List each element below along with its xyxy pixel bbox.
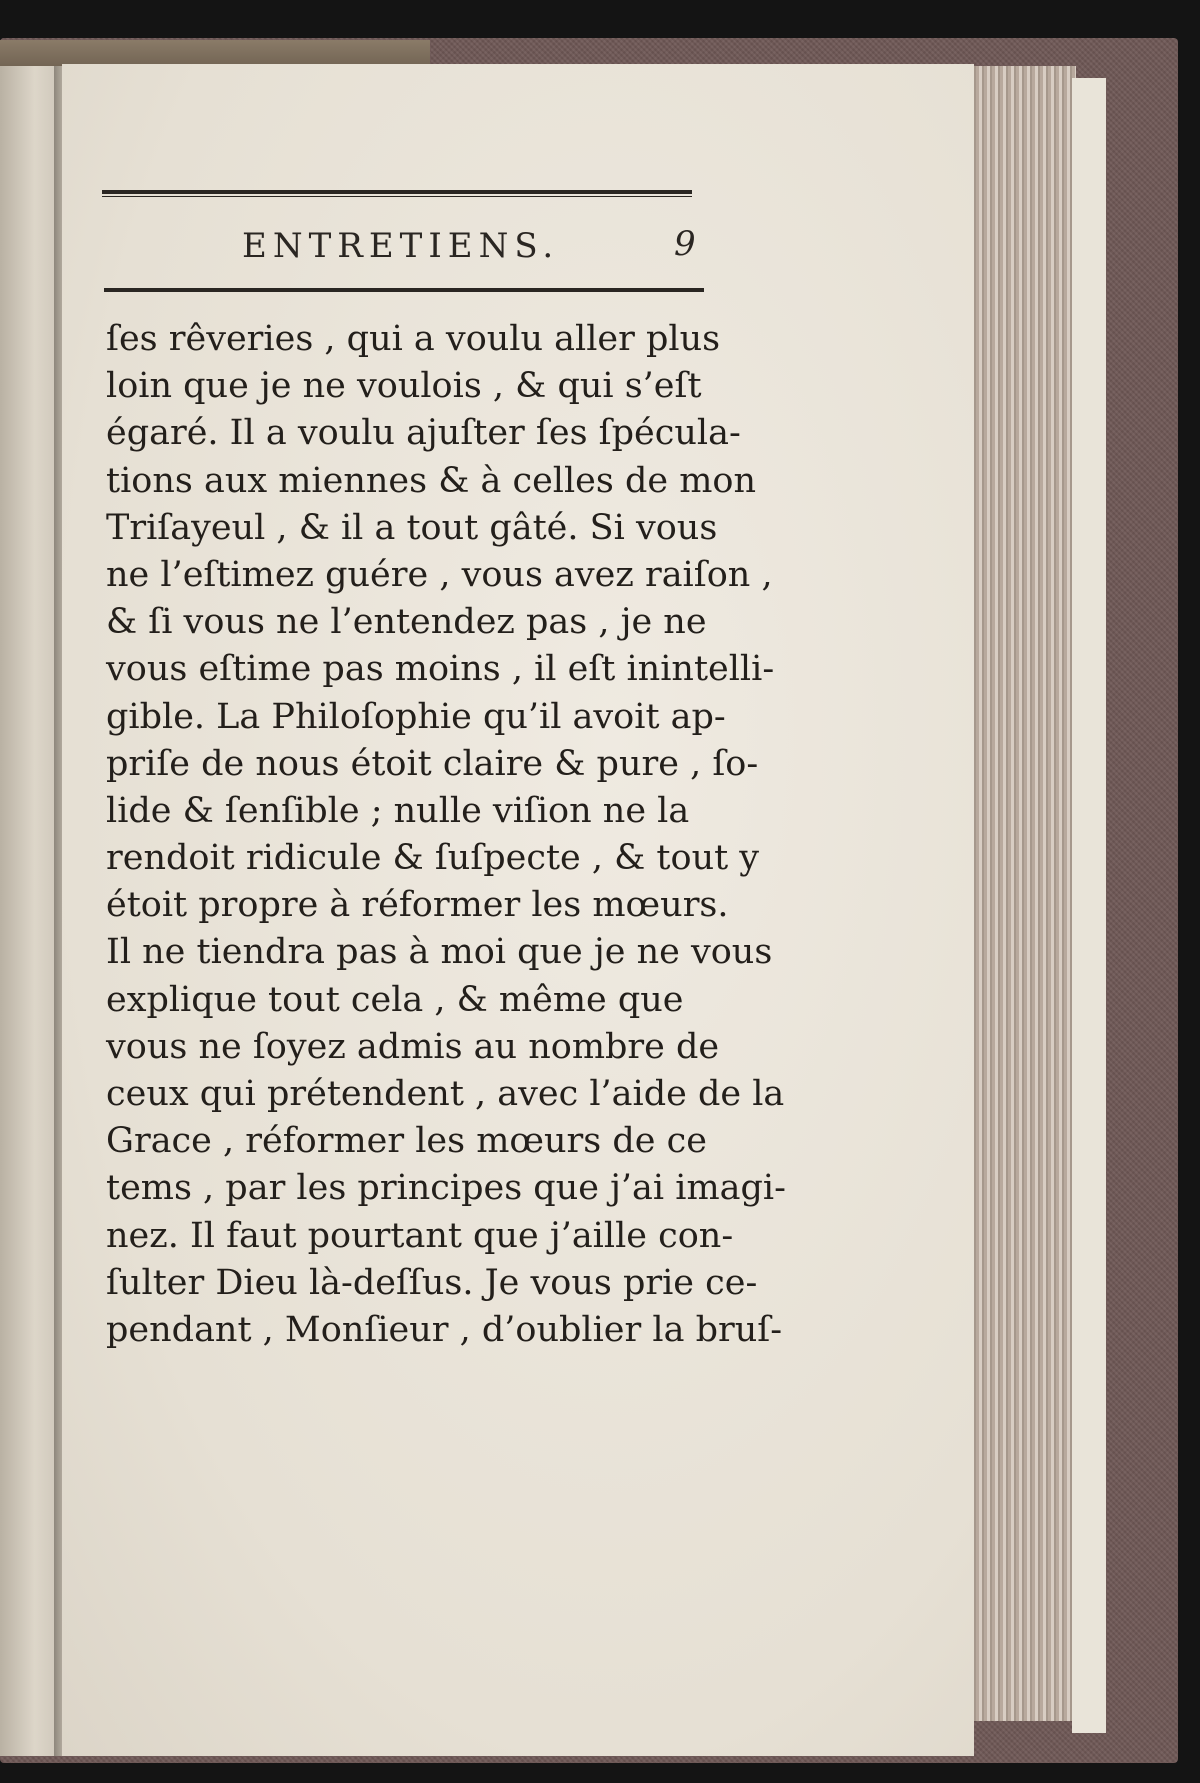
text-line: Il ne tiendra pas à moi que je ne vous	[106, 932, 773, 973]
text-line: vous ne ſoyez admis au nombre de	[106, 1026, 720, 1067]
text-line: gible. La Philoſophie qu’il avoit ap-	[106, 696, 726, 737]
header-rule-bottom	[104, 288, 704, 292]
text-line: ſes rêveries , qui a voulu aller plus	[106, 319, 721, 359]
text-line: ſulter Dieu là-deſſus. Je vous prie ce-	[106, 1262, 758, 1303]
text-line: ceux qui prétendent , avec l’aide de la	[106, 1074, 785, 1114]
text-line: ne l’eſtimez guére , vous avez raiſon ,	[106, 554, 773, 595]
text-line: & ſi vous ne l’entendez pas , je ne	[106, 602, 707, 643]
text-line: pendant , Monſieur , d’oublier la bruſ-	[106, 1309, 783, 1350]
page-header	[102, 190, 702, 302]
left-page-edge	[0, 66, 58, 1756]
text-line: explique tout cela , & même que	[106, 979, 684, 1020]
page-number: 9	[674, 224, 696, 264]
text-line: tems , par les principes que j’ai imagi-	[106, 1168, 786, 1209]
text-line: priſe de nous étoit claire & pure , ſo-	[106, 743, 759, 784]
text-line: égaré. Il a voulu ajuſter ſes ſpécula-	[106, 413, 741, 454]
page-block-edge-light	[1072, 78, 1106, 1733]
text-line: Grace , réformer les mœurs de ce	[106, 1121, 707, 1162]
text-line: rendoit ridicule & ſuſpecte , & tout y	[106, 838, 760, 879]
text-line: loin que je ne voulois , & qui s’eſt	[106, 366, 702, 407]
text-line: nez. Il faut pourtant que j’aille con-	[106, 1215, 734, 1256]
header-rule-top	[102, 190, 692, 194]
text-line: tions aux miennes & à celles de mon	[106, 460, 757, 501]
text-line: lide & ſenſible ; nulle viſion ne la	[106, 790, 690, 831]
running-title: ENTRETIENS.	[242, 226, 560, 266]
text-line: étoit propre à réformer les mœurs.	[106, 885, 729, 926]
body-text	[106, 316, 786, 1354]
text-line: Triſayeul , & il a tout gâté. Si vous	[106, 507, 718, 548]
header-rule-top-thin	[102, 196, 692, 197]
text-line: vous eſtime pas moins , il eſt inintelli-	[106, 649, 775, 690]
